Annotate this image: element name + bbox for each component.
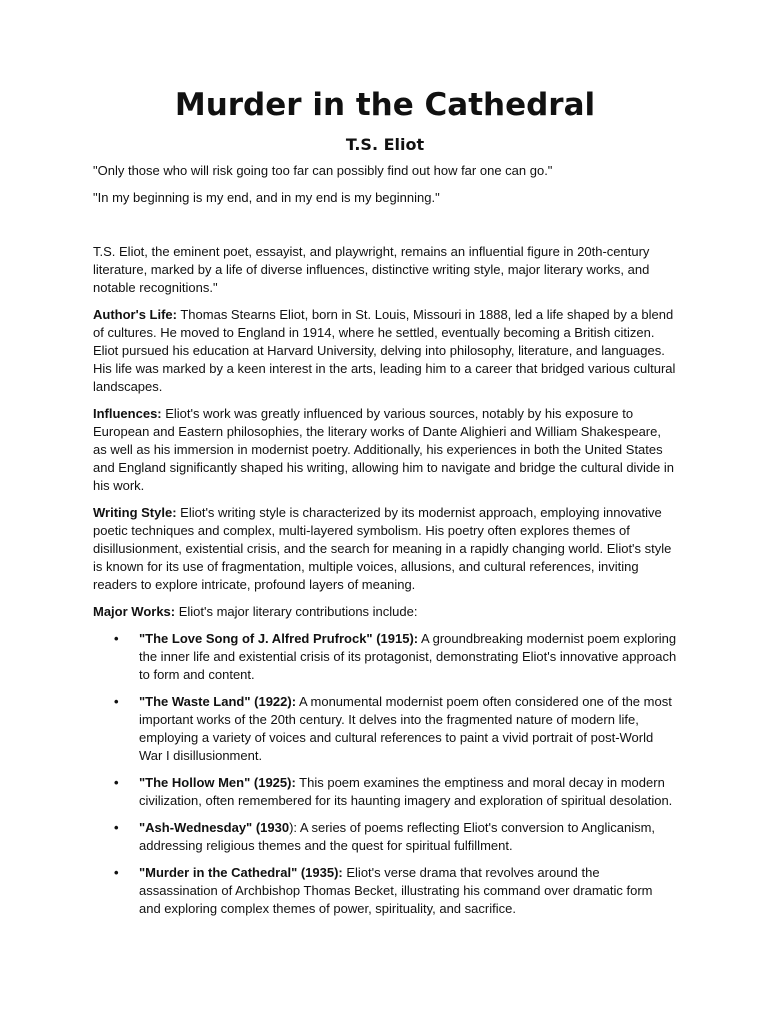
bullet-icon: • [114, 631, 119, 646]
section-label: Major Works: [93, 604, 176, 619]
work-title: "The Hollow Men" (1925): [139, 775, 296, 790]
bullet-icon: • [114, 775, 119, 790]
section-label: Writing Style: [93, 505, 177, 520]
work-description: Eliot's verse drama that revolves around the assassination of Archbishop Thomas Becket, illustrating his command over dramatic form and exploring complex themes of power, spirituality, and sacrifice. [139, 865, 653, 916]
quote-2: "In my beginning is my end, and in my end is my beginning." [93, 190, 440, 205]
work-title: "Ash-Wednesday" (1930 [139, 820, 290, 835]
section-label: Author's Life: [93, 307, 177, 322]
list-item [93, 774, 677, 810]
section-influences [93, 405, 677, 495]
major-works-list [93, 630, 677, 918]
work-description: A monumental modernist poem often considered one of the most important works of the 20th century. It delves into the fragmented nature of modern life, employing a variety of voices and cultural references to paint a vivid portrait of post-World War I disillusionment. [139, 694, 672, 763]
quote-1: "Only those who will risk going too far can possibly find out how far one can go." [93, 163, 553, 178]
section-label: Influences: [93, 406, 162, 421]
section-text: Eliot's work was greatly influenced by various sources, notably by his exposure to European and Eastern philosophies, the literary works of Dante Alighieri and William Shakespeare, as well as his immersion in modernist poetry. Additionally, his experiences in both the United States and England significantly shaped his writing, allowing him to navigate and bridge the cultural divide in his work. [93, 406, 675, 493]
section-major-works [93, 603, 677, 621]
document-title: Murder in the Cathedral [174, 87, 596, 123]
work-title: "The Waste Land" (1922): [139, 694, 297, 709]
bullet-icon: • [114, 694, 119, 709]
work-title: "Murder in the Cathedral" (1935): [139, 865, 343, 880]
section-writing-style [93, 504, 677, 594]
document-page [93, 84, 677, 927]
section-text: Eliot's major literary contributions include: [175, 604, 418, 619]
list-item [93, 819, 677, 855]
list-item [93, 630, 677, 684]
work-title: "The Love Song of J. Alfred Prufrock" (1915): [139, 631, 419, 646]
work-description: ): A series of poems reflecting Eliot's conversion to Anglicanism, addressing religious themes and the quest for spiritual fulfillment. [139, 820, 656, 853]
list-item [93, 693, 677, 765]
bullet-icon: • [114, 865, 119, 880]
spacer [93, 216, 677, 243]
work-description: A groundbreaking modernist poem exploring the inner life and existential crisis of its protagonist, demonstrating Eliot's innovative approach to form and content. [139, 631, 677, 682]
intro-paragraph: T.S. Eliot, the eminent poet, essayist, and playwright, remains an influential figure in 20th-century literature, marked by a life of diverse influences, distinctive writing style, major literary works, and notable recognitions." [93, 244, 650, 295]
bullet-icon: • [114, 820, 119, 835]
section-authors-life [93, 306, 677, 396]
author-name: T.S. Eliot [345, 135, 425, 154]
list-item [93, 864, 677, 918]
work-description: This poem examines the emptiness and moral decay in modern civilization, often remembered for its haunting imagery and exploration of spiritual desolation. [139, 775, 673, 808]
section-text: Eliot's writing style is characterized by its modernist approach, employing innovative poetic techniques and complex, multi-layered symbolism. His poetry often explores themes of disillusionment, existential crisis, and the search for meaning in a rapidly changing world. Eliot's style is known for its use of fragmentation, multiple voices, allusions, and cultural references, inviting readers to explore intricate, profound layers of meaning. [93, 505, 672, 592]
section-text: Thomas Stearns Eliot, born in St. Louis, Missouri in 1888, led a life shaped by a blend of cultures. He moved to England in 1914, where he settled, eventually becoming a British citizen. Eliot pursued his education at Harvard University, delving into philosophy, literature, and languages. His life was marked by a keen interest in the arts, leading him to a career that bridged various cultural landscapes. [93, 307, 676, 394]
